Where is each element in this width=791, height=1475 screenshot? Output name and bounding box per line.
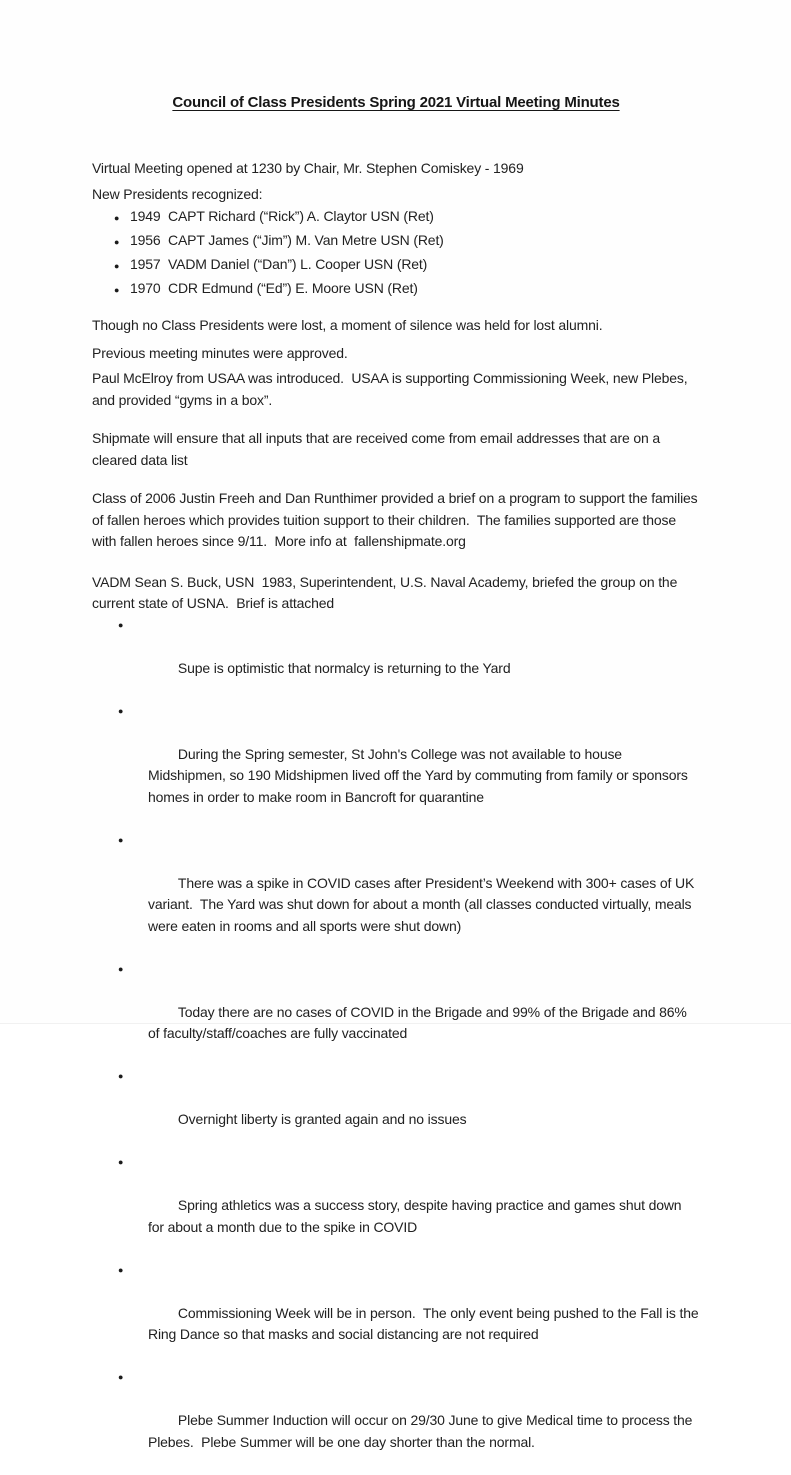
- brief-bullet-item: [92, 959, 700, 1067]
- president-name: CAPT James (“Jim”) M. Van Metre USN (Ret): [168, 232, 444, 248]
- president-name: VADM Daniel (“Dan”) L. Cooper USN (Ret): [168, 256, 428, 272]
- bullet-icon: ●: [114, 213, 120, 223]
- brief-bullet-item: [92, 830, 700, 959]
- usaa-paragraph: Paul McElroy from USAA was introduced. USAA is supporting Commissioning Week, new Plebes, and provided “gyms in a box”.: [92, 370, 692, 408]
- president-class-year: 1970: [130, 280, 161, 296]
- president-list-item: [92, 277, 700, 301]
- brief-bullet-text: There was a spike in COVID cases after President’s Weekend with 300+ cases of UK variant. The Yard was shut down for about a month (all classes conducted virtually, meals were eaten in rooms and all sports were shut down): [148, 874, 698, 934]
- president-name: CAPT Richard (“Rick”) A. Claytor USN (Ret): [168, 208, 434, 224]
- brief-bullet-item: [92, 1260, 703, 1368]
- brief-bullet-item: [92, 1367, 700, 1475]
- president-list-item: [92, 229, 700, 253]
- bullet-icon: ●: [118, 1372, 124, 1382]
- new-presidents-heading: New Presidents recognized:: [92, 185, 263, 202]
- new-presidents-list: [92, 205, 700, 301]
- president-class-year: 1956: [130, 232, 161, 248]
- brief-bullet-item: [92, 615, 700, 701]
- brief-bullet-text: Overnight liberty is granted again and no issues: [177, 1111, 467, 1127]
- president-list-item: [92, 205, 700, 229]
- bullet-icon: ●: [118, 705, 124, 716]
- brief-bullet-item: [92, 1152, 700, 1260]
- fallen-heroes-paragraph: Class of 2006 Justin Freeh and Dan Runthimer provided a brief on a program to support the families of fallen heroes which provides tuition support to their children. The families supported are those with fallen heroes since 9/11. More info at fallenshipmate.org: [92, 490, 702, 549]
- opening-line: Virtual Meeting opened at 1230 by Chair, Mr. Stephen Comiskey - 1969: [92, 160, 524, 176]
- brief-bullet-text: Spring athletics was a success story, despite having practice and games shut down for about a month due to the spike in COVID: [148, 1197, 686, 1235]
- bullet-icon: ●: [114, 261, 120, 271]
- president-list-item: [92, 253, 700, 277]
- bullet-icon: ●: [118, 619, 124, 630]
- superintendent-paragraph: VADM Sean S. Buck, USN 1983, Superintendent, U.S. Naval Academy, briefed the group on the current state of USNA. Brief is attached: [92, 573, 681, 611]
- superintendent-brief-list: [92, 615, 703, 1475]
- bullet-icon: ●: [114, 237, 120, 247]
- bullet-icon: ●: [118, 1264, 124, 1275]
- president-class-year: 1957: [130, 256, 161, 272]
- brief-bullet-item: [92, 1066, 700, 1152]
- bullet-icon: ●: [118, 834, 124, 845]
- brief-bullet-item: [92, 701, 700, 830]
- minutes-approved-line: Previous meeting minutes were approved.: [92, 344, 348, 361]
- bullet-icon: ●: [118, 963, 124, 974]
- president-name: CDR Edmund (“Ed”) E. Moore USN (Ret): [168, 280, 418, 296]
- document-title: Council of Class Presidents Spring 2021 Virtual Meeting Minutes: [172, 94, 620, 111]
- bullet-icon: ●: [118, 1157, 124, 1167]
- brief-bullet-text: Plebe Summer Induction will occur on 29/30 June to give Medical time to process the Plebes. Plebe Summer will be one day shorter than the normal.: [148, 1412, 697, 1450]
- bullet-icon: ●: [118, 1071, 124, 1081]
- shipmate-paragraph: Shipmate will ensure that all inputs that are received come from email addresses that are on a cleared data list: [92, 430, 664, 468]
- brief-bullet-text: During the Spring semester, St John's College was not available to house Midshipmen, so 190 Midshipmen lived off the Yard by commuting from family or sponsors homes in order to make room in Bancroft for quarantine: [148, 745, 692, 805]
- president-class-year: 1949: [130, 208, 161, 224]
- bullet-icon: ●: [114, 285, 120, 295]
- brief-bullet-text: Today there are no cases of COVID in the Brigade and 99% of the Brigade and 86% of faculty/staff/coaches are fully vaccinated: [148, 1003, 691, 1041]
- brief-bullet-text: Commissioning Week will be in person. The only event being pushed to the Fall is the Ring Dance so that masks and social distancing are not required: [148, 1304, 703, 1342]
- moment-of-silence-line: Though no Class Presidents were lost, a moment of silence was held for lost alumni.: [92, 317, 603, 333]
- brief-bullet-text: Supe is optimistic that normalcy is returning to the Yard: [177, 659, 511, 676]
